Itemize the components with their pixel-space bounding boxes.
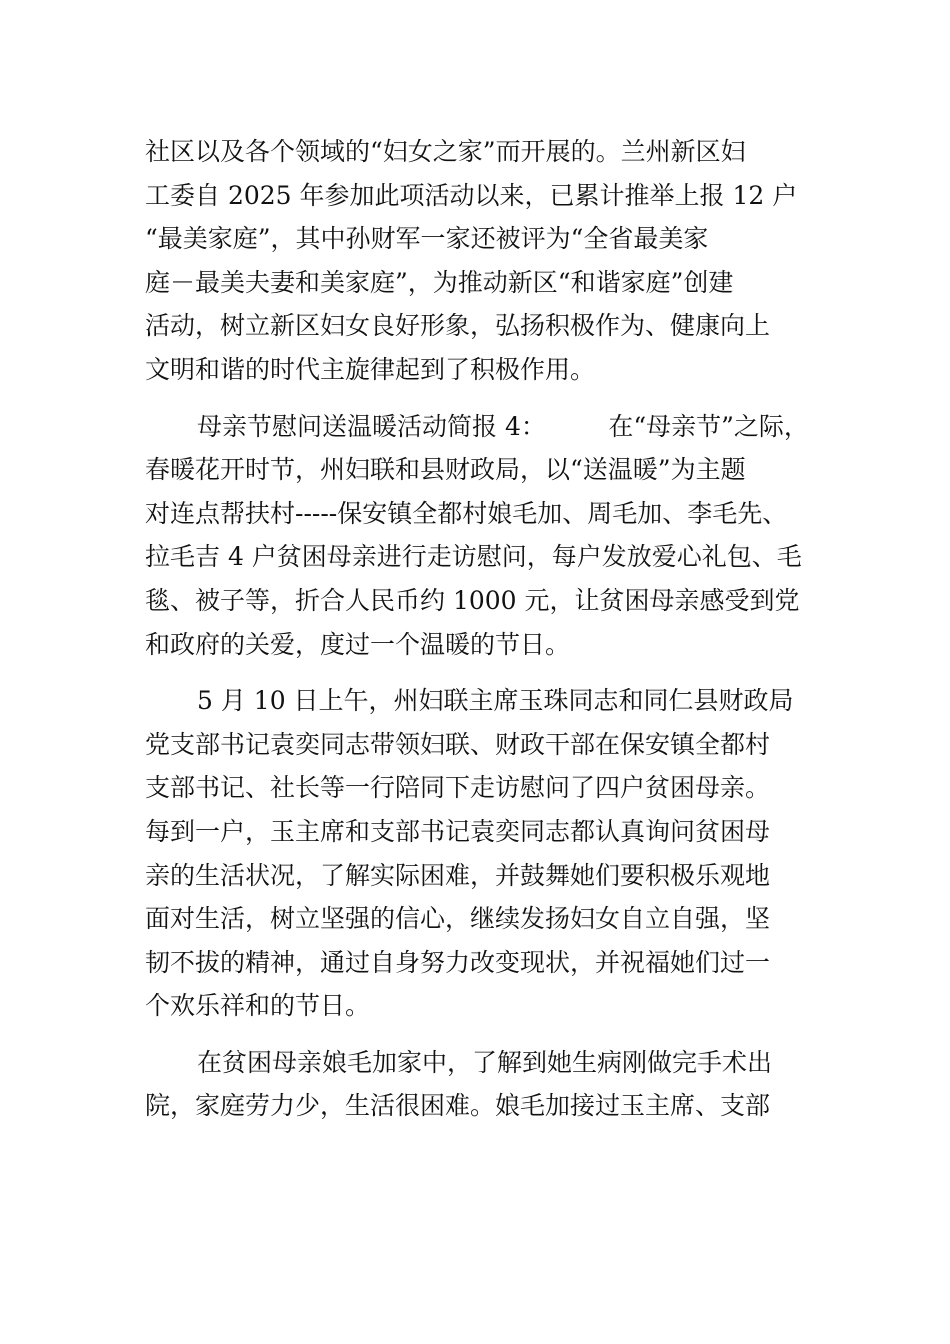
text-line: 活动，树立新区妇女良好形象，弘扬积极作为、健康向上 (145, 311, 771, 341)
text-line: “最美家庭”，其中孙财军一家还被评为“全省最美家 (145, 224, 709, 254)
text-line: 对连点帮扶村-----保安镇全都村娘毛加、周毛加、李毛先、 (145, 498, 788, 528)
text-line: 5 月 10 日上午，州妇联主席玉珠同志和同仁县财政局 (197, 686, 794, 716)
text-line: 院，家庭劳力少，生活很困难。娘毛加接过玉主席、支部 (145, 1091, 771, 1121)
paragraph-gap (145, 666, 815, 679)
text-line: 党支部书记袁奕同志带领妇联、财政干部在保安镇全都村 (145, 729, 771, 759)
paragraph-4 (145, 1041, 815, 1128)
text-line: 社区以及各个领域的“妇女之家”而开展的。兰州新区妇 (145, 137, 746, 166)
text-line: 春暖花开时节，州妇联和县财政局，以“送温暖”为主题 (145, 455, 746, 485)
text-line: 毯、被子等，折合人民币约 1000 元，让贫困母亲感受到党 (145, 585, 800, 615)
paragraph-2 (145, 405, 815, 667)
text-line: 工委自 2025 年参加此项活动以来，已累计推举上报 12 户 (145, 180, 798, 210)
text-line: 拉毛吉 4 户贫困母亲进行走访慰问，每户发放爱心礼包、毛 (145, 542, 802, 572)
paragraph-gap (145, 1028, 815, 1041)
text-line: 每到一户，玉主席和支部书记袁奕同志都认真询问贫困母 (145, 816, 771, 846)
text-line: 母亲节慰问送温暖活动简报 4： 在“母亲节”之际， (197, 411, 809, 441)
text-line: 和政府的关爱，度过一个温暖的节日。 (145, 629, 571, 659)
text-line: 支部书记、社长等一行陪同下走访慰问了四户贫困母亲。 (145, 773, 771, 803)
paragraph-gap (145, 392, 815, 405)
paragraph-1 (145, 130, 815, 392)
text-line: 在贫困母亲娘毛加家中，了解到她生病刚做完手术出 (197, 1047, 773, 1077)
text-line: 个欢乐祥和的节日。 (145, 991, 371, 1021)
text-line: 文明和谐的时代主旋律起到了积极作用。 (145, 354, 596, 384)
paragraph-3 (145, 679, 815, 1028)
document-body (145, 130, 815, 1128)
text-line: 韧不拔的精神，通过自身努力改变现状，并祝福她们过一 (145, 947, 771, 977)
text-line: 庭－最美夫妻和美家庭”，为推动新区“和谐家庭”创建 (145, 267, 734, 297)
text-line: 亲的生活状况，了解实际困难，并鼓舞她们要积极乐观地 (145, 860, 771, 890)
text-line: 面对生活，树立坚强的信心，继续发扬妇女自立自强，坚 (145, 904, 771, 934)
